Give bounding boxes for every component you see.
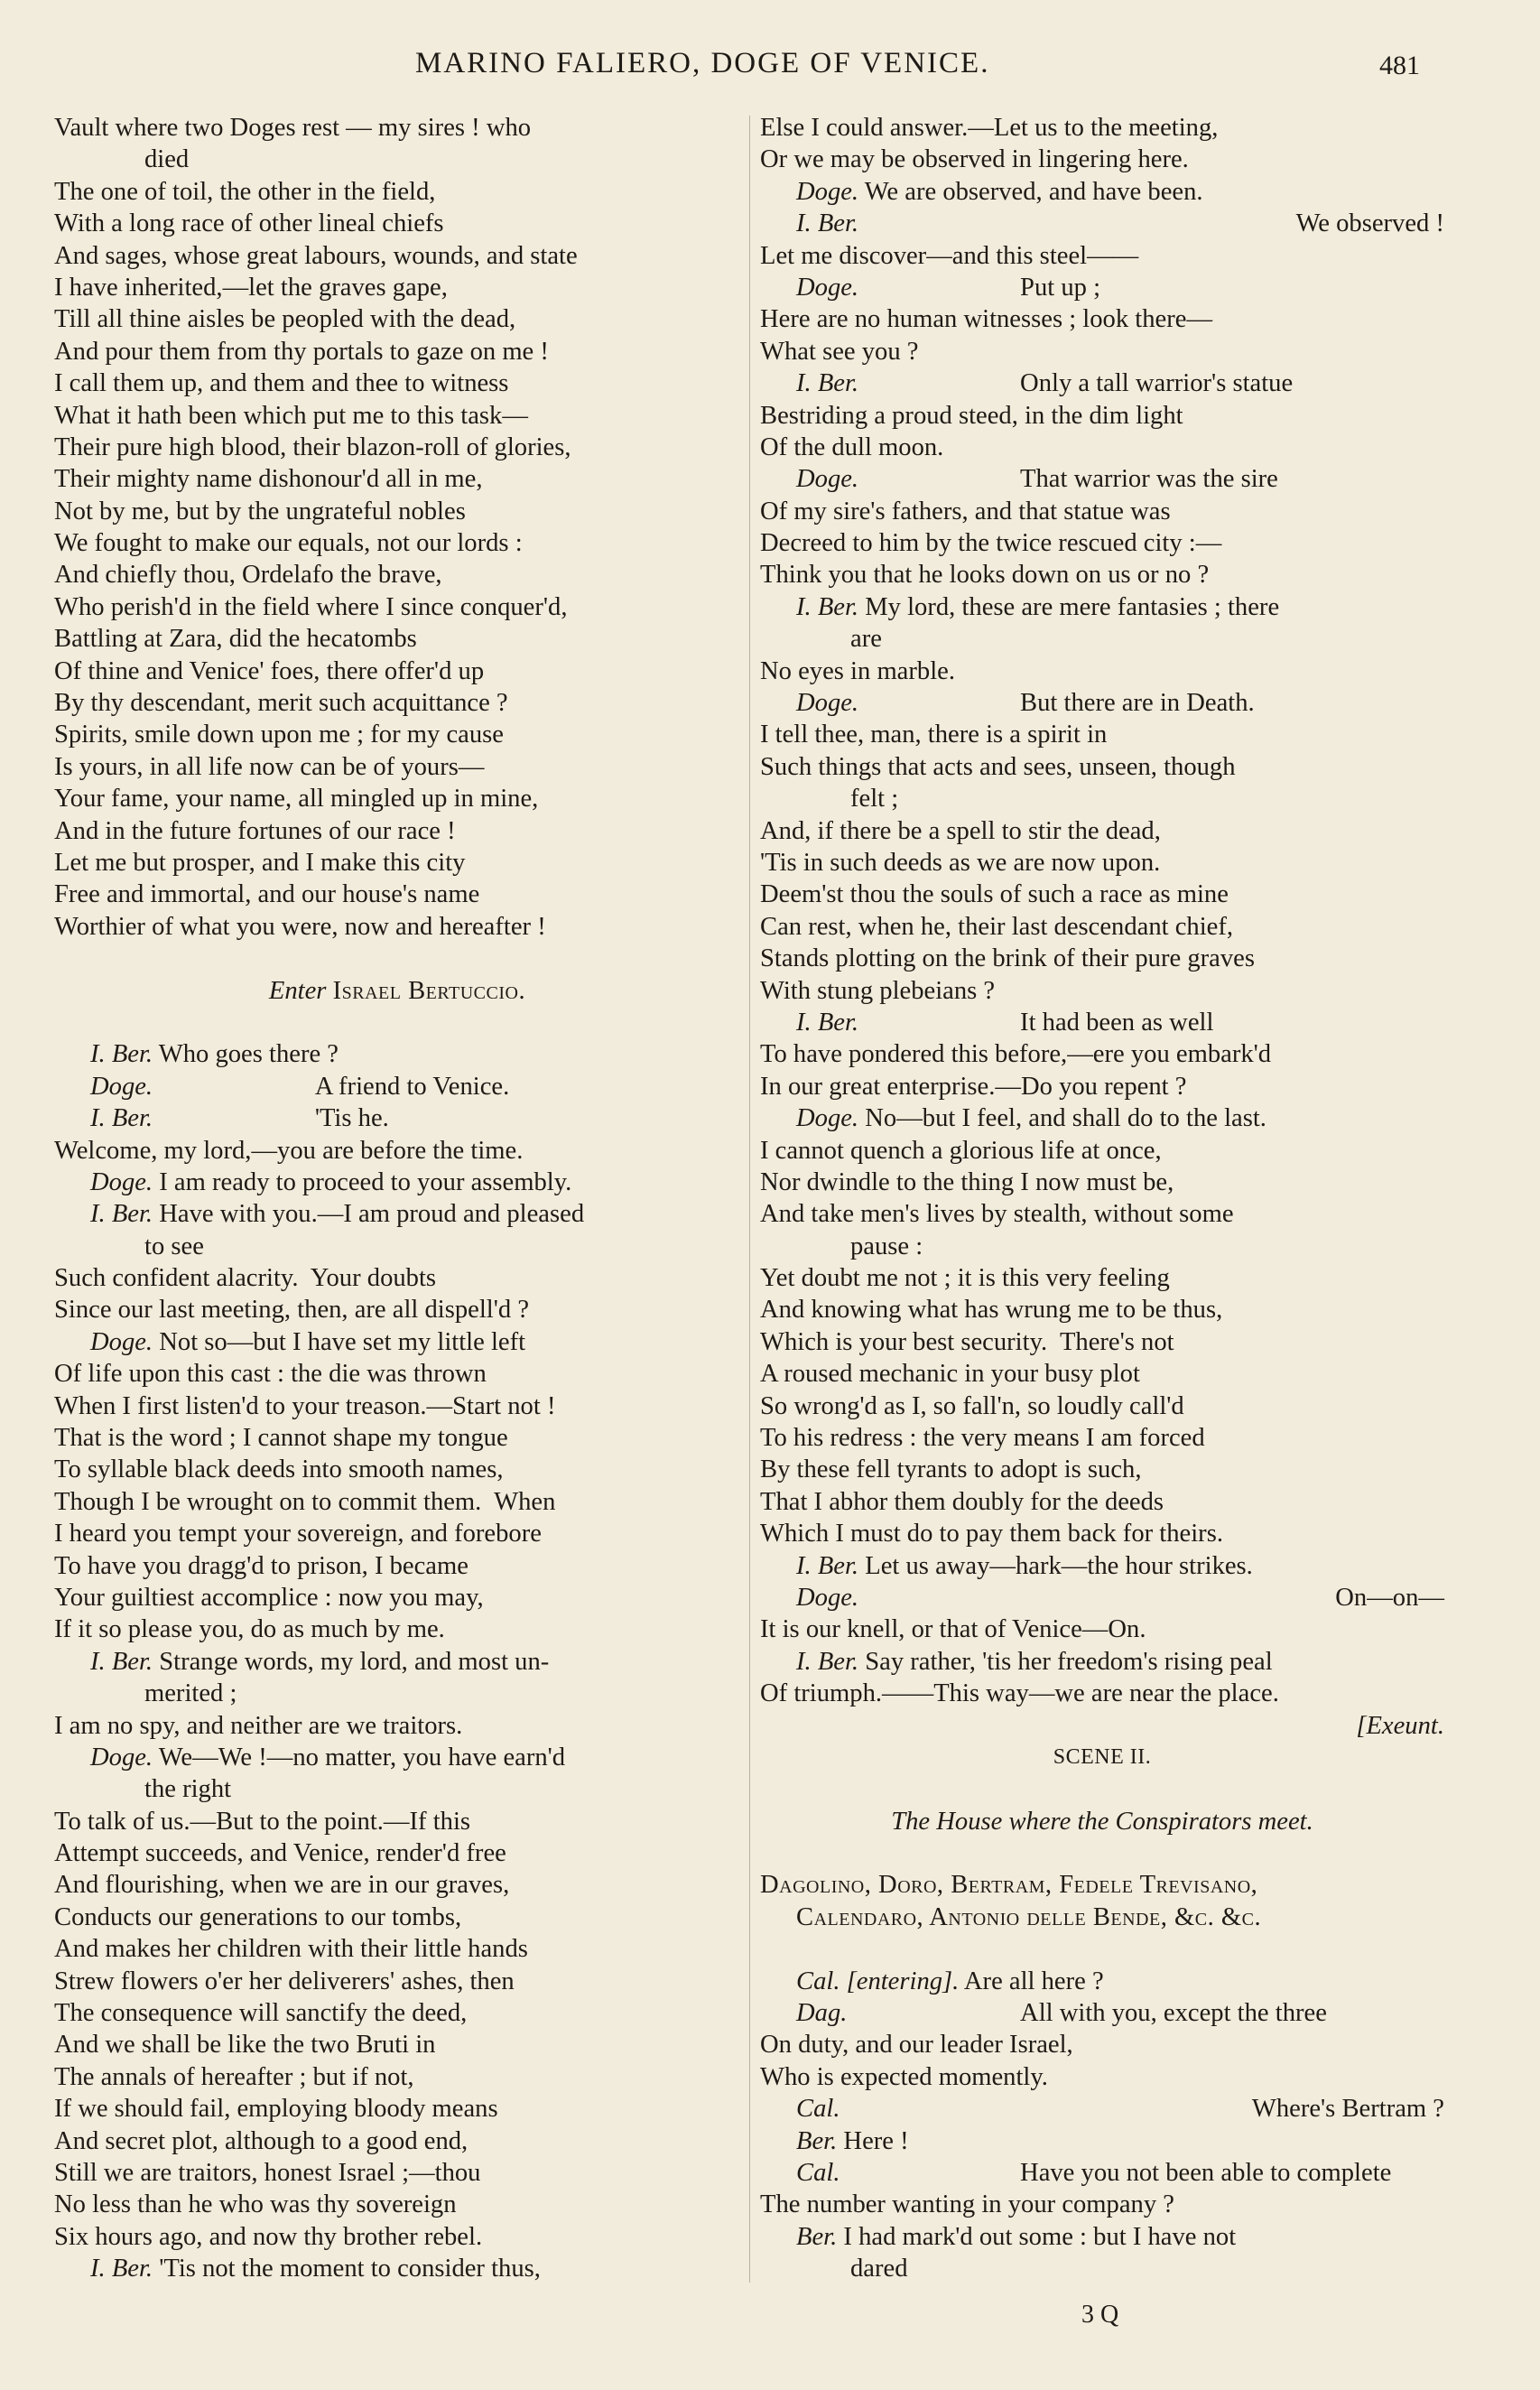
speaker-name: Cal. xyxy=(796,1967,847,1995)
spacer xyxy=(760,1773,1444,1805)
dialogue-line xyxy=(54,1742,740,1773)
speaker-name: Cal. xyxy=(796,2159,840,2187)
page-number: 481 xyxy=(1379,51,1420,80)
dialogue-line: 'Tis in such deeds as we are now upon. xyxy=(760,848,1161,877)
dialogue-line: Still we are traitors, honest Israel ;—thou xyxy=(54,2159,481,2187)
speaker-name: I. Ber. xyxy=(796,209,859,238)
dialogue-text: 'Tis he. xyxy=(314,1104,389,1133)
speaker-name: Doge. xyxy=(796,689,859,718)
dialogue-line: The annals of hereafter ; but if not, xyxy=(54,2062,414,2091)
dialogue-text: A friend to Venice. xyxy=(314,1072,510,1101)
verse-line: Their mighty name dishonour'd all in me, xyxy=(54,465,483,494)
spacer xyxy=(54,943,740,974)
dialogue-text: Strange words, my lord, and most un- xyxy=(153,1647,550,1676)
verse-line: By thy descendant, merit such acquittance ? xyxy=(54,689,508,718)
dialogue-line: That I abhor them doubly for the deeds xyxy=(760,1487,1164,1516)
dialogue-line: Of life upon this cast : the die was thrown xyxy=(54,1360,487,1389)
dialogue-line: Of my sire's fathers, and that statue was xyxy=(760,497,1171,525)
running-head xyxy=(0,47,1540,83)
dialogue-line: Such confident alacrity. Your doubts xyxy=(54,1264,437,1293)
speaker-name: Doge. xyxy=(90,1072,153,1101)
dialogue-line xyxy=(760,2125,1444,2157)
dialogue-line: And flourishing, when we are in our graves, xyxy=(54,1871,510,1900)
dialogue-line: Of triumph.——This way—we are near the place. xyxy=(760,1679,1279,1708)
dialogue-text: No—but I feel, and shall do to the last. xyxy=(858,1104,1266,1133)
speaker-name: Dag. xyxy=(796,1999,848,2028)
speaker-name: I. Ber. xyxy=(90,1200,153,1229)
verse-line: Who perish'd in the field where I since conquer'd, xyxy=(54,592,568,621)
dialogue-line xyxy=(760,367,1444,399)
spacer xyxy=(54,1007,740,1038)
dialogue-line xyxy=(760,2157,1444,2189)
dialogue-line: A roused mechanic in your busy plot xyxy=(760,1360,1140,1389)
dialogue-line xyxy=(54,1167,740,1198)
dialogue-line: I cannot quench a glorious life at once, xyxy=(760,1136,1162,1165)
dialogue-text: Have with you.—I am proud and pleased xyxy=(153,1200,585,1229)
verse-line: We fought to make our equals, not our lords : xyxy=(54,529,523,558)
dialogue-line: No less than he who was thy sovereign xyxy=(54,2190,457,2219)
verse-line: I have inherited,—let the graves gape, xyxy=(54,273,448,302)
dialogue-line: Who is expected momently. xyxy=(760,2062,1048,2091)
speaker-name: I. Ber. xyxy=(90,2255,153,2283)
stage-direction: [entering]. xyxy=(846,1967,960,1995)
dialogue-line: Else I could answer.—Let us to the meeting, xyxy=(760,114,1219,142)
dialogue-line: To have you dragg'd to prison, I became xyxy=(54,1551,468,1580)
dialogue-text: Put up ; xyxy=(1020,273,1101,302)
dialogue-line: The consequence will sanctify the deed, xyxy=(54,1999,468,2028)
dialogue-line: Can rest, when he, their last descendant chief, xyxy=(760,912,1234,941)
dialogue-line: Or we may be observed in lingering here. xyxy=(760,145,1189,174)
speaker-name: Doge. xyxy=(90,1167,153,1196)
dialogue-line: And, if there be a spell to stir the dead, xyxy=(760,816,1161,845)
dialogue-text: Who goes there ? xyxy=(153,1040,339,1069)
speaker-name: Doge. xyxy=(796,1583,859,1612)
dialogue-line xyxy=(760,1646,1444,1678)
speaker-name: I. Ber. xyxy=(796,1008,859,1037)
dialogue-line: Which I must do to pay them back for theirs. xyxy=(760,1520,1223,1548)
dialogue-line: Nor dwindle to the thing I now must be, xyxy=(760,1167,1174,1196)
dialogue-text: Where's Bertram ? xyxy=(1251,2095,1444,2124)
left-column xyxy=(54,112,740,2285)
dialogue-line: On duty, and our leader Israel, xyxy=(760,2031,1073,2060)
verse-line: Battling at Zara, did the hecatombs xyxy=(54,625,417,654)
cast-list-line: Calendaro, Antonio delle Bende, &c. &c. xyxy=(796,1902,1262,1931)
verse-line: Worthier of what you were, now and hereafter ! xyxy=(54,912,546,941)
verse-line: What it hath been which put me to this task— xyxy=(54,401,528,430)
column-rule xyxy=(749,116,750,2283)
dialogue-text: Let us away—hark—the hour strikes. xyxy=(858,1551,1253,1580)
dialogue-line: Stands plotting on the brink of their pure graves xyxy=(760,944,1255,973)
verse-line: And sages, whose great labours, wounds, and state xyxy=(54,241,578,270)
stage-direction-enter: Enter xyxy=(268,976,333,1005)
dialogue-line xyxy=(54,1102,740,1134)
dialogue-text: Not so—but I have set my little left xyxy=(153,1327,526,1356)
dialogue-line: To talk of us.—But to the point.—If this xyxy=(54,1807,471,1836)
verse-line: Their pure high blood, their blazon-roll of glories, xyxy=(54,432,571,461)
verse-line: And in the future fortunes of our race ! xyxy=(54,816,456,845)
dialogue-text: I had mark'd out some : but I have not xyxy=(837,2222,1237,2251)
dialogue-line: What see you ? xyxy=(760,337,919,366)
dialogue-line: Though I be wrought on to commit them. When xyxy=(54,1487,556,1516)
speaker-name: I. Ber. xyxy=(90,1104,153,1133)
verse-line: Vault where two Doges rest — my sires ! who xyxy=(54,114,532,142)
dialogue-text: That warrior was the sire xyxy=(1020,465,1278,494)
signature-mark: 3 Q xyxy=(1081,2301,1119,2329)
dialogue-text: Are all here ? xyxy=(959,1967,1104,1995)
dialogue-line: Conducts our generations to our tombs, xyxy=(54,1902,462,1931)
verse-line: And chiefly thou, Ordelafo the brave, xyxy=(54,561,442,590)
dialogue-text: It had been as well xyxy=(1020,1008,1214,1037)
dialogue-text: Say rather, 'tis her freedom's rising peal xyxy=(858,1647,1273,1676)
verse-line: Till all thine aisles be peopled with the dead, xyxy=(54,305,516,334)
dialogue-line: Strew flowers o'er her deliverers' ashes, then xyxy=(54,1967,515,1995)
stage-direction-character: Israel Bertuccio. xyxy=(332,976,526,1005)
dialogue-text: Here ! xyxy=(837,2126,909,2155)
speaker-name: Doge. xyxy=(90,1743,153,1772)
speaker-name: Doge. xyxy=(90,1327,153,1356)
dialogue-line xyxy=(760,208,1444,239)
speaker-name: Doge. xyxy=(796,177,859,206)
speaker-name: I. Ber. xyxy=(90,1040,153,1069)
dialogue-line: Which is your best security. There's not xyxy=(760,1327,1174,1356)
dialogue-line: the right xyxy=(144,1775,232,1804)
dialogue-line xyxy=(760,2221,1444,2253)
dialogue-line: felt ; xyxy=(850,785,899,814)
dialogue-line: And take men's lives by stealth, without some xyxy=(760,1200,1234,1229)
page-title: MARINO FALIERO, DOGE OF VENICE. xyxy=(415,47,990,79)
dialogue-line xyxy=(760,176,1444,208)
dialogue-line xyxy=(760,1997,1444,2029)
speaker-name: I. Ber. xyxy=(796,592,859,621)
speaker-name: Doge. xyxy=(796,273,859,302)
dialogue-line: Such things that acts and sees, unseen, though xyxy=(760,752,1236,781)
dialogue-line: If it so please you, do as much by me. xyxy=(54,1615,445,1644)
speaker-name: Doge. xyxy=(796,1104,859,1133)
dialogue-line xyxy=(760,687,1444,719)
speaker-name: I. Ber. xyxy=(796,1551,859,1580)
dialogue-line: By these fell tyrants to adopt is such, xyxy=(760,1455,1142,1484)
dialogue-line: Of the dull moon. xyxy=(760,432,944,461)
scene-location: The House where the Conspirators meet. xyxy=(891,1807,1313,1836)
verse-line: Spirits, smile down upon me ; for my cause xyxy=(54,721,504,749)
dialogue-line: Deem'st thou the souls of such a race as mine xyxy=(760,880,1229,909)
dialogue-line: Welcome, my lord,—you are before the time. xyxy=(54,1136,524,1165)
dialogue-line: Let me discover—and this steel—— xyxy=(760,241,1139,270)
dialogue-line xyxy=(54,1071,740,1102)
dialogue-line: I heard you tempt your sovereign, and forebore xyxy=(54,1520,542,1548)
dialogue-line: I am no spy, and neither are we traitors. xyxy=(54,1711,463,1740)
verse-line: Free and immortal, and our house's name xyxy=(54,880,480,909)
exeunt-direction: [Exeunt. xyxy=(1356,1711,1444,1740)
dialogue-line xyxy=(760,1102,1444,1134)
speaker-name: I. Ber. xyxy=(796,369,859,398)
dialogue-text: 'Tis not the moment to consider thus, xyxy=(153,2255,541,2283)
dialogue-line: And knowing what has wrung me to be thus, xyxy=(760,1296,1223,1325)
dialogue-line: And secret plot, although to a good end, xyxy=(54,2126,468,2155)
dialogue-line xyxy=(760,2093,1444,2125)
speaker-name: Ber. xyxy=(796,2222,838,2251)
dialogue-line: are xyxy=(850,625,882,654)
verse-line: Of thine and Venice' foes, there offer'd up xyxy=(54,656,485,685)
dialogue-line xyxy=(54,1038,740,1070)
dialogue-line xyxy=(760,1007,1444,1038)
verse-line: With a long race of other lineal chiefs xyxy=(54,209,444,238)
spacer xyxy=(760,1837,1444,1869)
dialogue-line: Your guiltiest accomplice : now you may, xyxy=(54,1583,484,1612)
verse-line: died xyxy=(144,145,190,174)
dialogue-line: And makes her children with their little hands xyxy=(54,1935,528,1964)
dialogue-line: To his redress : the very means I am forced xyxy=(760,1424,1205,1453)
dialogue-text: We are observed, and have been. xyxy=(858,177,1203,206)
verse-line: Let me but prosper, and I make this city xyxy=(54,848,466,877)
dialogue-line: Attempt succeeds, and Venice, render'd free xyxy=(54,1839,506,1868)
dialogue-text: But there are in Death. xyxy=(1020,689,1255,718)
speaker-name: Cal. xyxy=(796,2095,840,2124)
verse-line: Your fame, your name, all mingled up in mine, xyxy=(54,785,539,814)
speaker-name: Doge. xyxy=(796,465,859,494)
dialogue-line xyxy=(760,463,1444,495)
dialogue-line xyxy=(54,1326,740,1358)
verse-line: Not by me, but by the ungrateful nobles xyxy=(54,497,466,525)
dialogue-text: All with you, except the three xyxy=(1020,1999,1327,2028)
dialogue-line: to see xyxy=(144,1232,204,1260)
dialogue-line xyxy=(760,591,1444,623)
dialogue-text: We—We !—no matter, you have earn'd xyxy=(153,1743,566,1772)
right-column xyxy=(760,112,1444,2285)
verse-line: The one of toil, the other in the field, xyxy=(54,177,436,206)
dialogue-line: It is our knell, or that of Venice—On. xyxy=(760,1615,1146,1644)
speaker-name: Ber. xyxy=(796,2126,838,2155)
dialogue-line: dared xyxy=(850,2255,908,2283)
dialogue-line: Bestriding a proud steed, in the dim light xyxy=(760,401,1183,430)
dialogue-line: The number wanting in your company ? xyxy=(760,2190,1174,2219)
dialogue-text: My lord, these are mere fantasies ; there xyxy=(858,592,1280,621)
dialogue-line: And we shall be like the two Bruti in xyxy=(54,2031,436,2060)
dialogue-line: Yet doubt me not ; it is this very feeling xyxy=(760,1264,1170,1293)
dialogue-line xyxy=(760,1550,1444,1582)
dialogue-text: Have you not been able to complete xyxy=(1020,2159,1392,2187)
dialogue-text: I am ready to proceed to your assembly. xyxy=(153,1167,572,1196)
dialogue-line: In our great enterprise.—Do you repent ? xyxy=(760,1072,1187,1101)
dialogue-text: On—on— xyxy=(1335,1583,1444,1612)
dialogue-line: Since our last meeting, then, are all dispell'd ? xyxy=(54,1296,530,1325)
verse-line: And pour them from thy portals to gaze on me ! xyxy=(54,337,549,366)
dialogue-line xyxy=(54,1198,740,1230)
dialogue-line xyxy=(760,1966,1444,1997)
dialogue-line xyxy=(54,1646,740,1678)
dialogue-line xyxy=(760,272,1444,303)
spacer xyxy=(760,1933,1444,1965)
speaker-name: I. Ber. xyxy=(796,1647,859,1676)
dialogue-line xyxy=(760,1582,1444,1613)
scene-heading: SCENE II. xyxy=(1053,1744,1152,1769)
dialogue-line: pause : xyxy=(850,1232,923,1260)
dialogue-line: merited ; xyxy=(144,1679,237,1708)
dialogue-line: To syllable black deeds into smooth names, xyxy=(54,1455,504,1484)
verse-line: Is yours, in all life now can be of yours— xyxy=(54,752,485,781)
dialogue-line: With stung plebeians ? xyxy=(760,976,996,1005)
dialogue-line: Think you that he looks down on us or no ? xyxy=(760,561,1210,590)
dialogue-line: When I first listen'd to your treason.—Start not ! xyxy=(54,1391,556,1420)
dialogue-line: No eyes in marble. xyxy=(760,656,955,685)
dialogue-line xyxy=(54,2253,740,2284)
cast-list-line: Dagolino, Doro, Bertram, Fedele Trevisano, xyxy=(760,1871,1258,1900)
dialogue-line: Six hours ago, and now thy brother rebel. xyxy=(54,2222,483,2251)
dialogue-line: If we should fail, employing bloody means xyxy=(54,2095,498,2124)
dialogue-line: That is the word ; I cannot shape my tongue xyxy=(54,1424,508,1453)
speaker-name: I. Ber. xyxy=(90,1647,153,1676)
dialogue-line: Here are no human witnesses ; look there— xyxy=(760,305,1213,334)
dialogue-line: So wrong'd as I, so fall'n, so loudly call'd xyxy=(760,1391,1184,1420)
dialogue-line: To have pondered this before,—ere you embark'd xyxy=(760,1040,1272,1069)
dialogue-text: We observed ! xyxy=(1295,209,1444,238)
stage-direction xyxy=(54,975,740,1007)
dialogue-line: I tell thee, man, there is a spirit in xyxy=(760,721,1108,749)
dialogue-text: Only a tall warrior's statue xyxy=(1020,369,1294,398)
dialogue-line: Decreed to him by the twice rescued city :— xyxy=(760,529,1222,558)
verse-line: I call them up, and them and thee to witness xyxy=(54,369,509,398)
